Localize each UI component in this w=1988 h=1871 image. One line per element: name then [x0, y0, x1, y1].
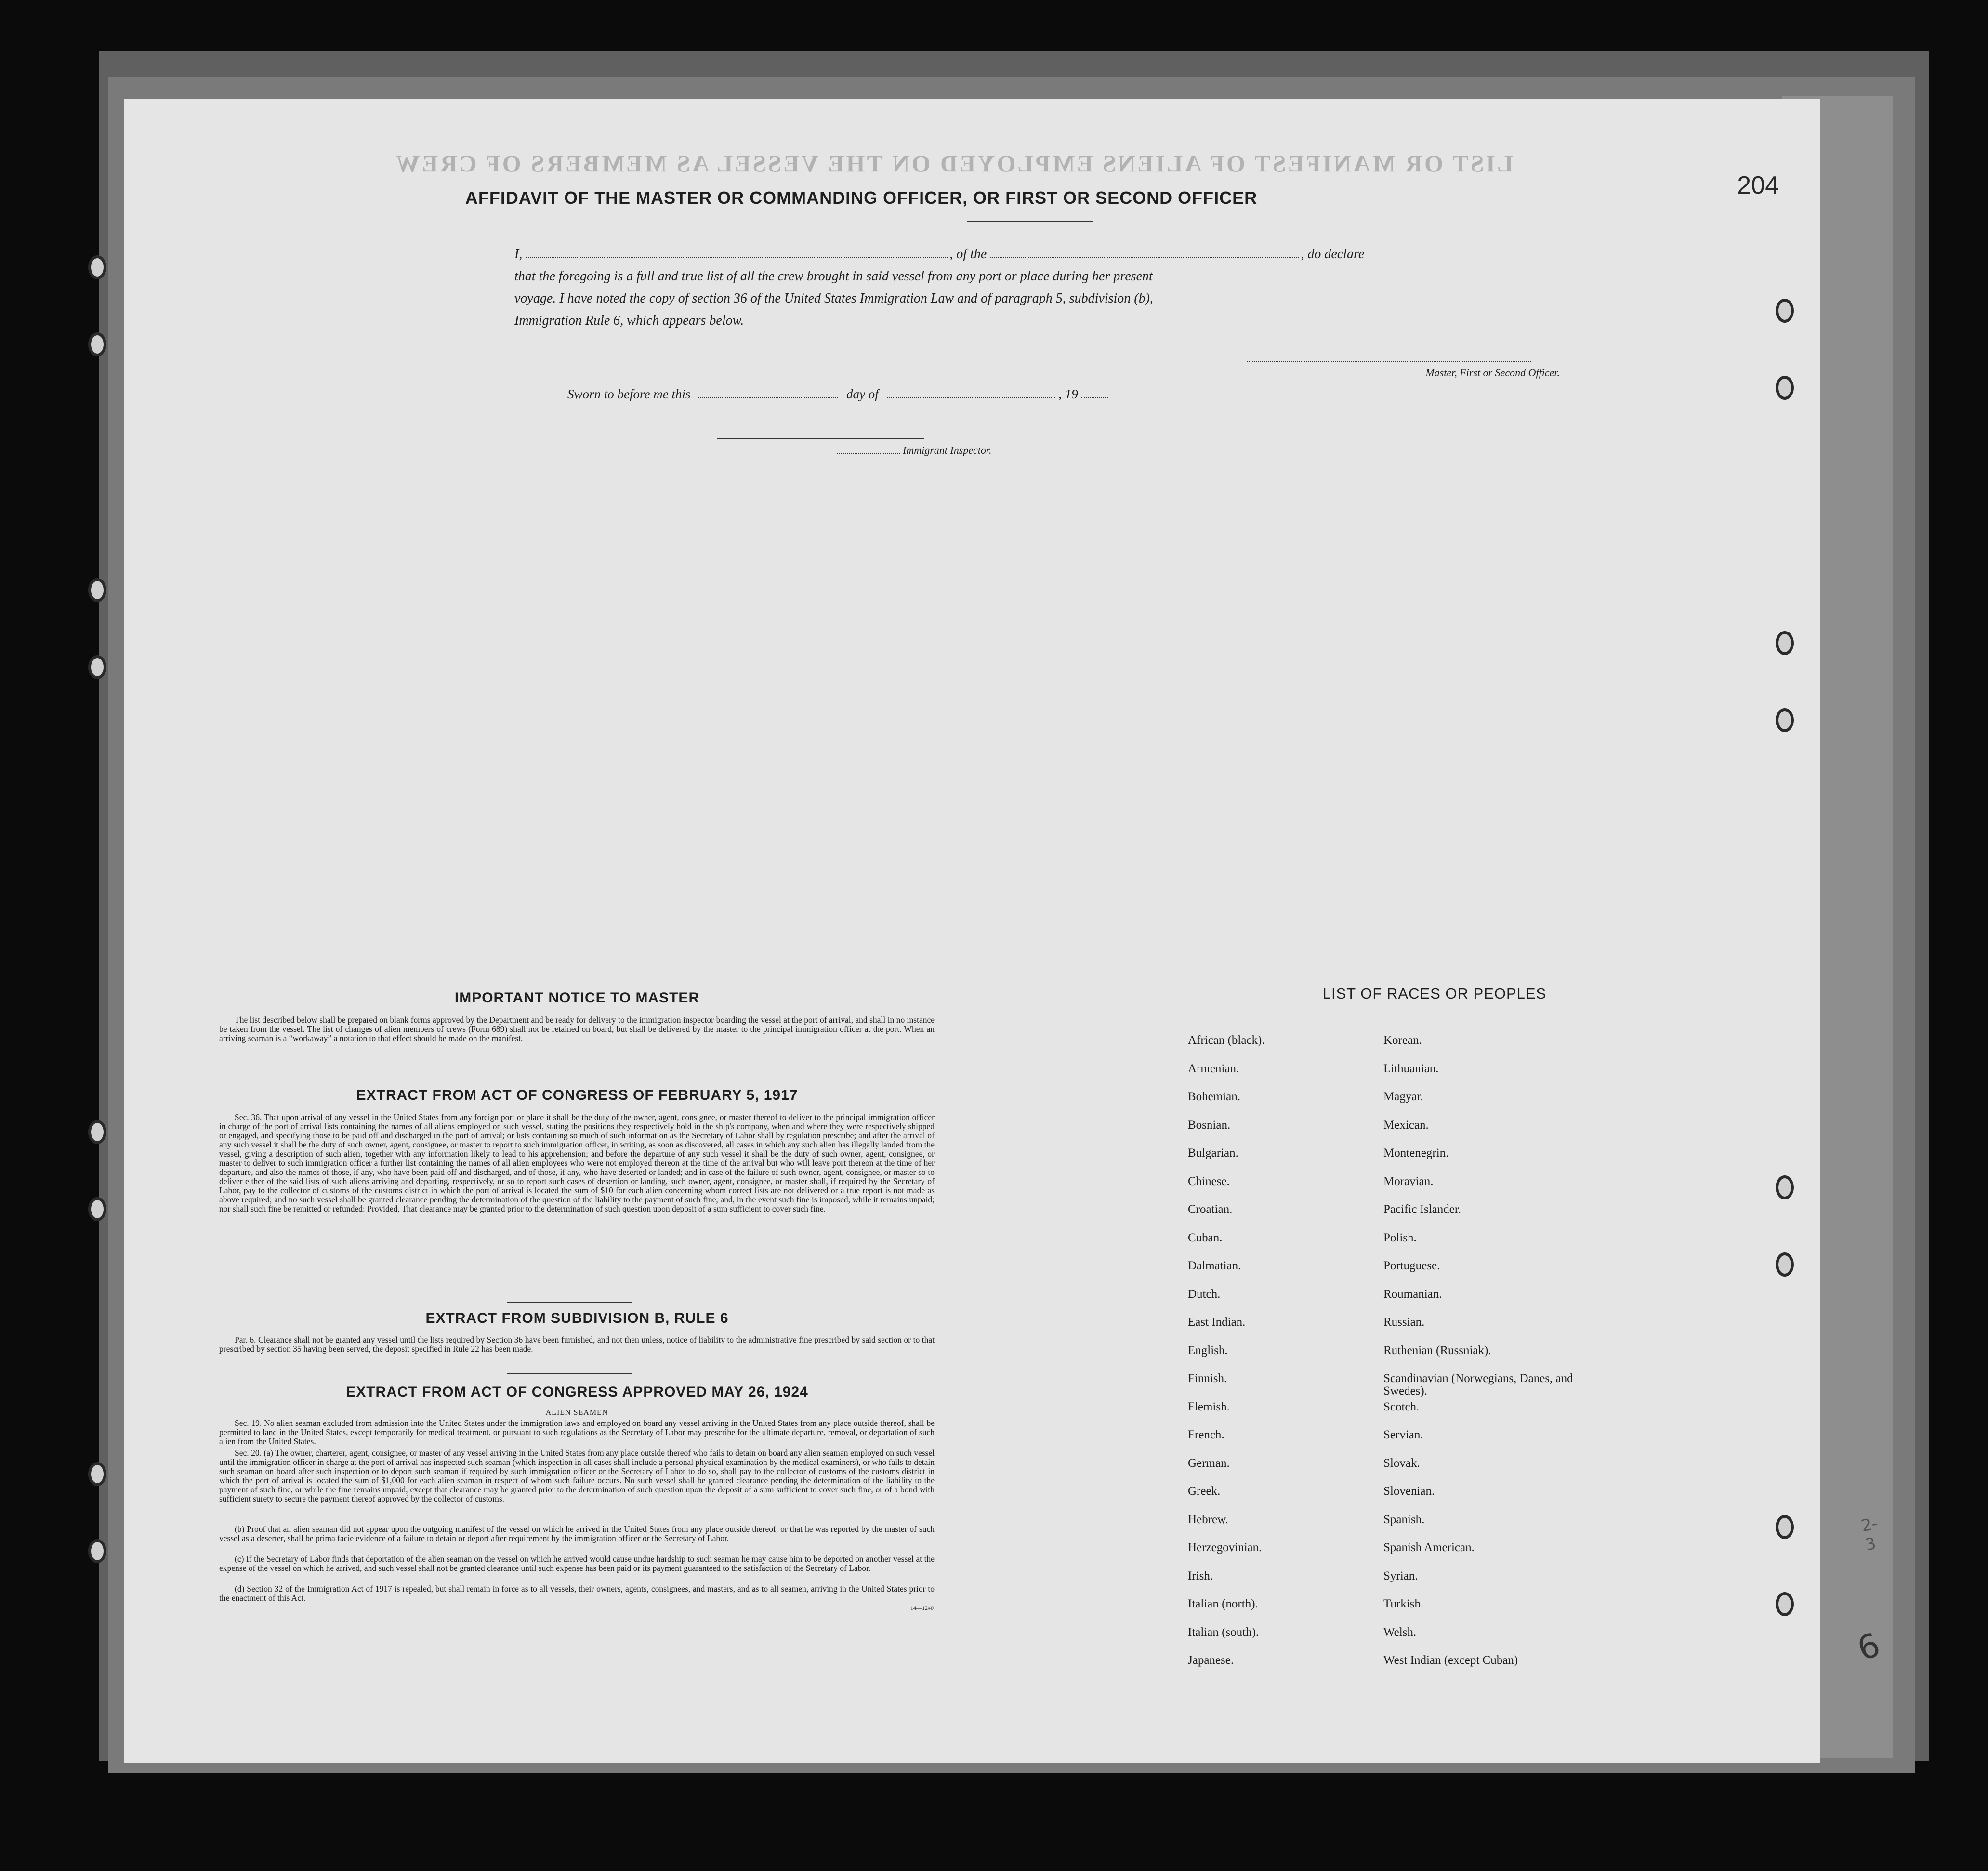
- race-item: African (black).: [1188, 1034, 1265, 1047]
- race-item: French.: [1188, 1428, 1224, 1441]
- notice-title: IMPORTANT NOTICE TO MASTER: [454, 990, 700, 1006]
- extract-1917-text: Sec. 36. That upon arrival of any vessel in the United States from any foreign port or place it shall be the duty of the owner, agent, consignee, or master thereof to deliver to the principal immigration officer in charge of the port of arrival lists containing the names of all aliens employed on such vessel, stating the positions they respectively hold in the ship's company, when and where they were respectively shipped or engaged, and specifying those to be paid off and discharged in the port of arrival; or lists containing so much of such information as the Secretary of Labor shall by regulation prescribe; and after the arrival of any such vessel it shall be the duty of such owner, agent, consignee, or master to report to such immigration officer, in writing, as soon as discovered, all cases in which any such alien has illegally landed from the vessel, giving a description of such alien, together with any information likely to lead to his apprehension; and before the departure of any such vessel it shall be the duty of such owner, agent, consignee, or master to deliver to such immigration officer a further list containing the names of all alien employees who were not employed thereon at the time of the arrival but who will leave port thereon at the time of her departure, and also the names of those, if any, who have been paid off and discharged, and of those, if any, who have deserted or landed; and in case of the failure of such owner, agent, consignee, or master so to deliver either of the said lists of such aliens arriving and departing, respectively, or so to report such cases of desertion or landing, such owner, agent, consignee, or master shall, if required by the Secretary of Labor, pay to the collector of customs of the customs district in which the port of arrival is located the sum of $10 for each alien concerning whom correct lists are not delivered or a true report is not made as above required; and no such vessel shall be granted clearance pending the determination of the question of the liability to the payment of such fine, and, in the event such fine is imposed, while it remains unpaid; nor shall such fine be remitted or refunded: Provided, That clearance may be granted prior to the determination of such question upon deposit of a sum sufficient to cover such fine.: [219, 1112, 935, 1213]
- binding-hole: [1776, 299, 1794, 323]
- binding-hole: [1776, 631, 1794, 655]
- race-item: Croatian.: [1188, 1203, 1233, 1216]
- binding-hole: [1776, 376, 1794, 400]
- race-item: Moravian.: [1383, 1174, 1434, 1188]
- notice-text: The list described below shall be prepared on blank forms approved by the Department and be ready for delivery to the immigration inspector boarding the vessel at the port of arrival, and shall in no instance be taken from the vessel. The list of changes of alien members of crews (Form 689) shall not be retained on board, but shall be delivered by the master to the principal immigration officer at the port. When an arriving seaman is a “workaway” a notation to that effect should be made on the manifest.: [219, 1015, 935, 1043]
- binding-hole: [1776, 1252, 1794, 1277]
- races-title: LIST OF RACES OR PEOPLES: [1322, 985, 1547, 1002]
- divider: [507, 1302, 632, 1303]
- binding-hole: [88, 255, 106, 279]
- race-item: Montenegrin.: [1383, 1146, 1449, 1159]
- race-item: Lithuanian.: [1383, 1062, 1439, 1075]
- day-of-label: day of: [846, 387, 879, 401]
- handwritten-corner-note: 6: [1852, 1625, 1885, 1669]
- vessel-blank[interactable]: [990, 257, 1299, 258]
- inspector-blank[interactable]: [837, 453, 900, 454]
- race-item: Herzegovinian.: [1188, 1541, 1262, 1554]
- name-blank[interactable]: [526, 257, 948, 258]
- race-item: Bosnian.: [1188, 1118, 1231, 1132]
- race-item: Italian (south).: [1188, 1625, 1259, 1639]
- race-item: West Indian (except Cuban): [1383, 1654, 1518, 1667]
- form-number: 14—1240: [910, 1605, 934, 1611]
- race-item: Scandinavian (Norwegians, Danes, and Swedes).: [1383, 1372, 1573, 1397]
- declaration-of-the: , of the: [949, 247, 987, 262]
- sworn-label: Sworn to before me this: [567, 387, 691, 401]
- binding-hole: [1776, 1592, 1794, 1616]
- month-blank[interactable]: [887, 397, 1055, 398]
- day-blank[interactable]: [698, 397, 838, 398]
- race-item: Polish.: [1383, 1231, 1417, 1244]
- race-item: Bohemian.: [1188, 1090, 1241, 1103]
- manifest-page: [124, 99, 1885, 1763]
- sec-20d-paragraph: (d) Section 32 of the Immigration Act of 1917 is repealed, but shall remain in force as to all vessels, their owners, agents, consignees, and masters, and as to all seamen, arriving in the United States prior to the enactment of this Act.: [219, 1584, 935, 1603]
- alien-seamen-subtitle: ALIEN SEAMEN: [545, 1409, 608, 1417]
- race-item: Turkish.: [1383, 1597, 1424, 1610]
- race-item: Welsh.: [1383, 1625, 1417, 1639]
- race-item: Cuban.: [1188, 1231, 1223, 1244]
- binding-hole: [88, 1120, 106, 1144]
- race-item: Italian (north).: [1188, 1597, 1258, 1610]
- race-item: Scotch.: [1383, 1400, 1420, 1413]
- handwritten-margin-note: 2-3: [1859, 1514, 1880, 1555]
- declaration-text: [514, 243, 1579, 332]
- race-item: Pacific Islander.: [1383, 1203, 1461, 1216]
- race-item: Hebrew.: [1188, 1513, 1228, 1526]
- race-item: Irish.: [1188, 1569, 1213, 1582]
- bleed-through-title: LIST OR MANIFEST OF ALIENS EMPLOYED ON THE VESSEL AS MEMBERS OF CREW: [394, 150, 1514, 177]
- declaration-do-declare: , do declare: [1301, 247, 1365, 262]
- race-item: Portuguese.: [1383, 1259, 1440, 1272]
- race-item: Greek.: [1188, 1485, 1221, 1498]
- year-label: , 19: [1058, 387, 1078, 401]
- sec-19-paragraph: Sec. 19. No alien seaman excluded from admission into the United States under the immigration laws and employed on board any vessel arriving in the United States from any place outside thereof, shall be permitted to land in the United States, except temporarily for medical treatment, or pursuant to such regulations as the Secretary of Labor may prescribe for the ultimate departure, removal, or deportation of such alien from the United States.: [219, 1418, 935, 1446]
- divider: [967, 221, 1093, 222]
- race-item: Syrian.: [1383, 1569, 1418, 1582]
- race-item: Korean.: [1383, 1034, 1422, 1047]
- inspector-signature-line: [717, 438, 924, 439]
- race-item: East Indian.: [1188, 1316, 1246, 1329]
- race-item: Chinese.: [1188, 1174, 1230, 1188]
- extract-1917-title: EXTRACT FROM ACT OF CONGRESS OF FEBRUARY 5, 1917: [356, 1087, 798, 1103]
- master-signature-label: Master, First or Second Officer.: [1425, 367, 1560, 379]
- race-item: Flemish.: [1188, 1400, 1230, 1413]
- binding-hole: [88, 1462, 106, 1486]
- binding-hole: [1776, 1515, 1794, 1539]
- binding-hole: [88, 578, 106, 602]
- race-item: Armenian.: [1188, 1062, 1239, 1075]
- sec-20c-paragraph: (c) If the Secretary of Labor finds that deportation of the alien seaman on the vessel on which he arrived would cause undue hardship to such seaman he may cause him to be deported on another vessel at the expense of the vessel on which he arrived, and such vessel shall not be granted clearance until such expense has been paid or its payment guaranteed to the satisfaction of the Secretary of Labor.: [219, 1554, 935, 1573]
- divider: [507, 1373, 632, 1374]
- binding-hole: [1776, 1175, 1794, 1199]
- binding-hole: [88, 1539, 106, 1563]
- inspector-label: Immigrant Inspector.: [903, 444, 992, 456]
- race-item: Mexican.: [1383, 1118, 1429, 1132]
- race-item: Servian.: [1383, 1428, 1423, 1441]
- race-item: Roumanian.: [1383, 1287, 1442, 1301]
- race-item: Russian.: [1383, 1316, 1425, 1329]
- declaration-line-2: that the foregoing is a full and true list of all the crew brought in said vessel from any port or place during her present: [514, 269, 1153, 284]
- race-item: English.: [1188, 1344, 1228, 1357]
- binding-hole: [1776, 708, 1794, 732]
- declaration-line-3: voyage. I have noted the copy of section 36 of the United States Immigration Law and of paragraph 5, subdivision (b),: [514, 291, 1153, 306]
- extract-rule6-title: EXTRACT FROM SUBDIVISION B, RULE 6: [425, 1310, 729, 1326]
- inspector-signature-label: [837, 444, 1093, 457]
- race-item: Dutch.: [1188, 1287, 1221, 1301]
- race-item: German.: [1188, 1456, 1230, 1470]
- sworn-line: [567, 387, 1108, 402]
- extract-1924-title: EXTRACT FROM ACT OF CONGRESS APPROVED MAY 26, 1924: [346, 1384, 808, 1400]
- master-signature-line[interactable]: [1247, 361, 1531, 362]
- race-item: Dalmatian.: [1188, 1259, 1241, 1272]
- sec-20a-paragraph: Sec. 20. (a) The owner, charterer, agent, consignee, or master of any vessel arriving in the United States from any place outside thereof who fails to detain on board any alien seaman employed on such vessel until the immigration officer in charge at the port of arrival has inspected such seaman (which inspection in all cases shall include a personal physical examination by the medical examiners), or who fails to detain such seaman on board after such inspection or to deport such seaman if required by such immigration officer or the Secretary of Labor to do so, shall pay to the collector of customs of the customs district in which the port of arrival is located the sum of $1,000 for each alien seaman in respect of whom such failure occurs. No such vessel shall be granted clearance pending the determination of the liability to the payment of such fine, or while the fine remains unpaid, except that clearance may be granted prior to the determination of such question upon the deposit of a sum sufficient to cover such fine, or of a bond with sufficient surety to secure the payment thereof approved by the collector of customs.: [219, 1448, 935, 1503]
- race-item: Magyar.: [1383, 1090, 1423, 1103]
- declaration-i: I,: [514, 247, 523, 262]
- race-item: Ruthenian (Russniak).: [1383, 1344, 1491, 1357]
- year-blank[interactable]: [1081, 397, 1108, 398]
- sec-20b-paragraph: (b) Proof that an alien seaman did not appear upon the outgoing manifest of the vessel on which he arrived in the United States from any place outside thereof, or that he was reported by the master of such vessel as a deserter, shall be prima facie evidence of a failure to detain or deport after requirement by the immigration officer or the Secretary of Labor.: [219, 1524, 935, 1543]
- extract-rule6-text: Par. 6. Clearance shall not be granted any vessel until the lists required by Section 36 have been furnished, and not then unless, notice of liability to the administrative fine prescribed by said section or to that prescribed by section 35 having been served, the deposit specified in Rule 22 has been made.: [219, 1335, 935, 1354]
- binding-hole: [88, 1197, 106, 1221]
- race-item: Japanese.: [1188, 1654, 1234, 1667]
- binding-hole: [88, 655, 106, 679]
- declaration-line-4: Immigration Rule 6, which appears below.: [514, 313, 744, 328]
- race-item: Slovak.: [1383, 1456, 1420, 1470]
- page-number: 204: [1737, 171, 1779, 199]
- race-item: Finnish.: [1188, 1372, 1227, 1385]
- race-item: Spanish.: [1383, 1513, 1425, 1526]
- race-item: Slovenian.: [1383, 1485, 1435, 1498]
- affidavit-title: AFFIDAVIT OF THE MASTER OR COMMANDING OFFICER, OR FIRST OR SECOND OFFICER: [465, 188, 1258, 208]
- binding-hole: [88, 332, 106, 356]
- race-item: Bulgarian.: [1188, 1146, 1238, 1159]
- race-item: Spanish American.: [1383, 1541, 1475, 1554]
